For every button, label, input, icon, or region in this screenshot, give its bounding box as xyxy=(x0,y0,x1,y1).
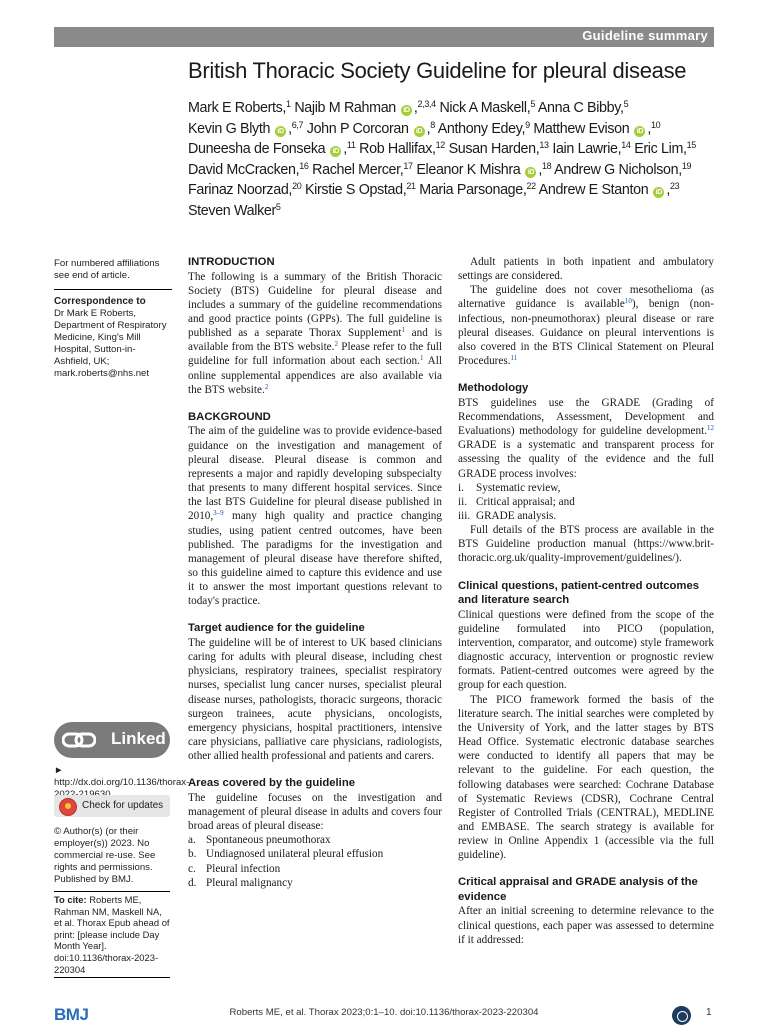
update-icon xyxy=(59,798,77,816)
section-banner xyxy=(54,27,714,47)
linked-label: Linked xyxy=(111,729,166,748)
list-item: a. Spontaneous pneumothorax xyxy=(188,834,331,847)
correspondence-heading: Correspondence to xyxy=(54,296,146,307)
paragraph: The PICO framework formed the basis of the literature search. The initial searches were completed by the University of York, and the latter stages by BTS Head Office. Systematic electronic database searches were conducted to identify all papers that may be relevant to the guideline. For each question, the following databases were searched: Cochrane Database of Systematic Reviews (CDSR), Cochrane Central Register of Controlled Trials (CENTRAL), MEDLINE and EMBASE. The search strategy is available for review in Online Appendix 1 (accessible via the full guideline). xyxy=(458,693,714,862)
paragraph: The guideline focuses on the investigation and management of pleural disease in adults and covers four broad areas of pleural disease: xyxy=(188,791,442,833)
author[interactable]: Susan Harden, xyxy=(448,141,540,157)
list-item: i. Systematic review, xyxy=(458,481,561,494)
chain-link-icon xyxy=(62,731,96,749)
orcid-icon[interactable]: iD xyxy=(525,167,536,178)
section-heading: BACKGROUND xyxy=(188,410,271,423)
author[interactable]: David McCracken, xyxy=(188,161,300,178)
author[interactable]: Eric Lim, xyxy=(634,141,687,157)
paragraph: BTS guidelines use the GRADE (Grading of Recommendations, Assessment, Development and Evaluations) methodology for guideline development.$^{12}$ GRADE is a systematic and transparent process for assessing the quality of the evidence and the full GRADE process involves: xyxy=(458,396,714,480)
footer-citation: Roberts ME, et al. Thorax 2023;0:1–10. doi:10.1136/thorax-2023-220304 xyxy=(229,1007,539,1018)
divider xyxy=(54,289,172,290)
list-item: c. Pleural infection xyxy=(188,862,281,875)
subsection-heading: Critical appraisal and GRADE analysis of the evidence xyxy=(458,876,698,903)
orcid-icon[interactable]: iD xyxy=(330,146,341,157)
linked-badge[interactable] xyxy=(54,722,170,758)
paragraph: The guideline will be of interest to UK based clinicians caring for adults with pleural disease, including chest physicians, respiratory trainees, specialist respiratory nurses, specialist lung cancer nurses, specialist pleural disease nurses, pathologists, thoracic surgeons, thoracic surgeon trainees, acute physicians, oncologists, emergency physicians, hospital practitioners, intensive care physicians, palliative care physicians, radiologists, other allied health professional and patients and carers. xyxy=(188,636,442,763)
orcid-icon[interactable]: iD xyxy=(275,126,286,137)
author[interactable]: Kevin G Blyth xyxy=(188,120,271,137)
subsection-heading: Methodology xyxy=(458,382,529,395)
author[interactable]: Eleanor K Mishra xyxy=(416,161,521,178)
subsection-heading: Areas covered by the guideline xyxy=(188,777,355,790)
author[interactable]: Anna C Bibby, xyxy=(537,100,624,116)
author[interactable]: Rob Hallifax, xyxy=(359,141,436,157)
author-list: Mark E Roberts,$^1$ Najib M Rahman iD ,$^{2,3,4}$ Nick A Maskell,$^5$ Anna C Bibby,$^5$ Kevin G Blyth iD ,$^{6,7}$ John P Corcoran iD ,$^8$ Anthony Edey,$^9$ Matthew Evison iD ,$^{10}$ Duneesha de Fonseka iD ,$^{11}$ Rob Hallifax,$^{12}$ Susan Harden,$^{13}$ Iain Lawrie,$^{14}$ Eric Lim,$^{15}$ David McCracken,$^{16}$ Rachel Mercer,$^{17}$ Eleanor K Mishra iD ,$^{18}$ Andrew G Nicholson,$^{19}$ Farinaz Noorzad,$^{20}$ Kirstie S Opstad,$^{21}$ Maria Parsonage,$^{22}$ Andrew E Stanton iD ,$^{23}$ Steven Walker$^5$ xyxy=(188,99,696,219)
author[interactable]: Nick A Maskell, xyxy=(439,100,531,116)
list-item: d. Pleural malignancy xyxy=(188,876,293,889)
bmj-logo: BMJ xyxy=(54,1005,89,1024)
author[interactable]: John P Corcoran xyxy=(306,120,409,137)
author[interactable]: Andrew E Stanton xyxy=(538,182,649,198)
related-doi-link[interactable]: ► http://dx.doi.org/10.1136/thorax- xyxy=(54,765,190,788)
section-heading: INTRODUCTION xyxy=(188,256,275,268)
to-cite-label: To cite: xyxy=(54,894,87,905)
check-updates-label: Check for updates xyxy=(82,800,164,811)
correspondence-block xyxy=(54,296,172,380)
author[interactable]: Najib M Rahman xyxy=(294,100,396,116)
author[interactable]: Maria Parsonage, xyxy=(419,182,527,198)
subsection-heading: Clinical questions, patient-centred outcomes and literature search xyxy=(458,579,700,607)
copyright-notice: © Author(s) (or their employer(s)) 2023. No commercial re-use. See rights and permissions. Published by BMJ. xyxy=(54,826,156,885)
paragraph: After an initial screening to determine relevance to the clinical questions, each paper was assessed to determine if it addressed: xyxy=(458,905,714,946)
citation-box xyxy=(54,891,170,978)
paragraph: Full details of the BTS process are available in the BTS Guideline production manual (https://www.brit-thoracic.org.uk/quality-improvement/guidelines/). xyxy=(458,524,714,565)
section-label: Guideline summary xyxy=(582,28,708,43)
paragraph: The guideline does not cover mesothelioma (as alternative guidance is available$^{10}$), benign (non-infectious, non-pneumothorax) pleural disease or rare pleural diseases. Guidance on pleural interventions is also covered in the BTS Clinical Statement on Pleural Procedures.$^{11}$ xyxy=(458,284,714,368)
paragraph: The aim of the guideline was to provide evidence-based guidance on the investigation and management of pleural disease. Pleural disease is common and represents a major and rapidly developing subspecialty that presents to many different hospital services. Since the last BTS Guideline for pleural disease published in 2010,$^{3-9}$ many high quality and practice changing studies, using patient centred outcomes, have been published. The paradigms for the investigation and management of pleural disease have therefore shifted, so this guideline aimed to capture this evidence and use it to answer the most important questions relevant to today's practice. xyxy=(188,425,442,608)
to-cite-text: Roberts ME, Rahman NM, Maskell NA, et al. Thorax Epub ahead of print: [please include Day Month Year]. doi:10.1136/thorax-2023-220304 xyxy=(54,894,170,975)
orcid-icon[interactable]: iD xyxy=(634,126,645,137)
page-number: 1 xyxy=(706,1007,712,1018)
society-seal-icon xyxy=(672,1006,691,1025)
orcid-icon[interactable]: iD xyxy=(401,105,412,116)
column-right xyxy=(458,255,714,947)
article-title: British Thoracic Society Guideline for pleural disease xyxy=(188,58,687,83)
author[interactable]: Mark E Roberts, xyxy=(188,100,287,116)
correspondence-text: Dr Mark E Roberts, Department of Respiratory Medicine, King's Mill Hospital, Sutton-in-Ashfield, UK; mark.roberts@nhs.net xyxy=(54,308,167,379)
author[interactable]: Farinaz Noorzad, xyxy=(188,182,293,198)
column-left xyxy=(188,255,442,890)
paragraph: Adult patients in both inpatient and ambulatory settings are considered. xyxy=(458,256,714,283)
list-item: ii. Critical appraisal; and xyxy=(458,495,575,508)
author[interactable]: Iain Lawrie, xyxy=(552,141,622,157)
author[interactable]: Anthony Edey, xyxy=(437,120,526,137)
orcid-icon[interactable]: iD xyxy=(653,187,664,198)
author[interactable]: Kirstie S Opstad, xyxy=(305,182,407,198)
paragraph: The following is a summary of the British Thoracic Society (BTS) Guideline for pleural disease and includes a summary of the guideline recommendations and good practice points (GPPs). The full guideline is published as a separate Thorax Supplement$^1$ and is available from the BTS website.$^2$ Please refer to the full guideline for full information about each section.$^1$ All online supplemental appendices are also available via the BTS website.$^2$ xyxy=(188,270,443,396)
affiliations-note: For numbered affiliations see end of article. xyxy=(54,258,160,281)
author[interactable]: Matthew Evison xyxy=(533,120,630,137)
author[interactable]: Andrew G Nicholson, xyxy=(554,161,682,178)
author[interactable]: Rachel Mercer, xyxy=(312,161,404,178)
list-item: b. Undiagnosed unilateral pleural effusion xyxy=(188,848,384,861)
author[interactable]: Steven Walker xyxy=(188,202,276,219)
subsection-heading: Target audience for the guideline xyxy=(188,622,365,635)
author[interactable]: Duneesha de Fonseka xyxy=(188,141,326,157)
check-for-updates-button[interactable] xyxy=(54,795,170,817)
list-item: iii. GRADE analysis. xyxy=(458,510,557,522)
paragraph: Clinical questions were defined from the scope of the guideline formulated into PICO (population, intervention, comparator, and outcome) style framework diagnostic accuracy, intervention or prognostic review formats. Patient-centred outcomes were agreed by the group for each question. xyxy=(458,608,714,692)
orcid-icon[interactable]: iD xyxy=(414,126,425,137)
